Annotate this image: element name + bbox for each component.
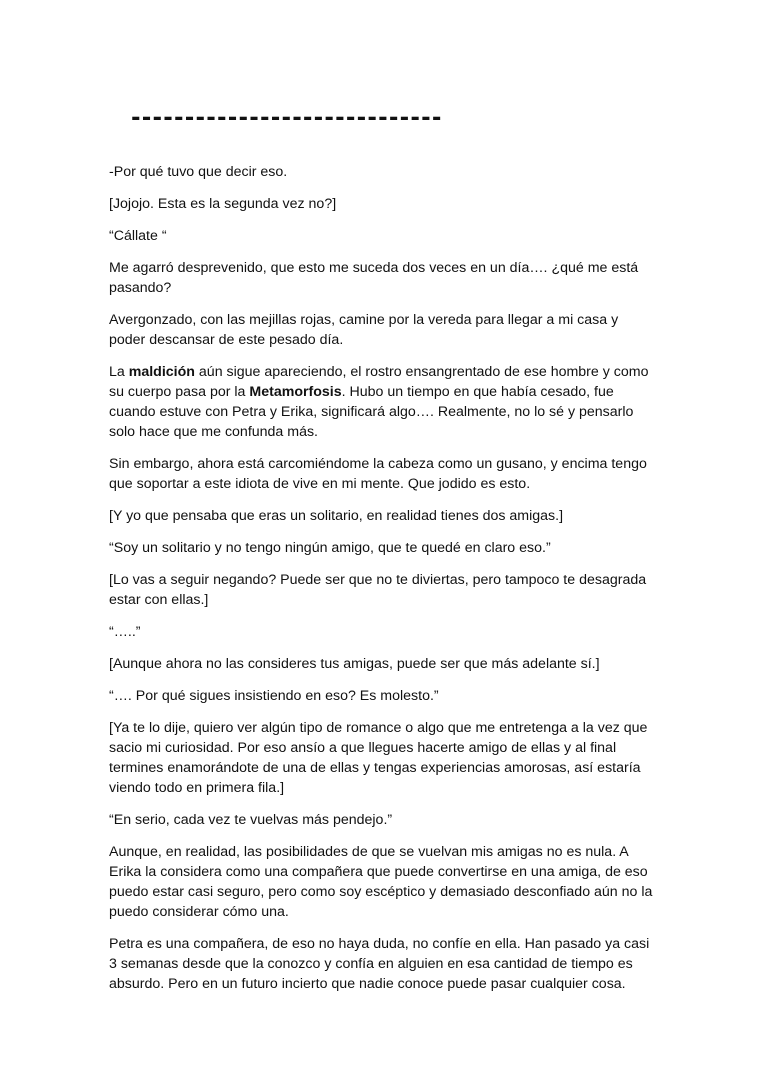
paragraph-13: “…. Por qué sigues insistiendo en eso? Es molesto.” <box>109 688 439 704</box>
paragraph-10: [Lo vas a seguir negando? Puede ser que no te diviertas, pero tampoco te desagrada estar con ellas.] <box>109 572 647 608</box>
paragraph-1: -Por qué tuvo que decir eso. <box>109 164 288 180</box>
document-body <box>109 162 657 1006</box>
paragraph-8: [Y yo que pensaba que eras un solitario, en realidad tienes dos amigas.] <box>109 508 564 524</box>
paragraph-17: Petra es una compañera, de eso no haya duda, no confíe en ella. Han pasado ya casi 3 semanas desde que la conozco y confía en alguien en esa cantidad de tiempo es absurdo. Pero en un futuro incierto que nadie conoce puede pasar cualquier cosa. <box>109 936 650 992</box>
paragraph-6 <box>109 362 657 442</box>
paragraph-9: “Soy un solitario y no tengo ningún amigo, que te quedé en claro eso.” <box>109 540 551 556</box>
paragraph-12: [Aunque ahora no las consideres tus amigas, puede ser que más adelante sí.] <box>109 656 600 672</box>
paragraph-3: “Cállate “ <box>109 228 167 244</box>
paragraph-4: Me agarró desprevenido, que esto me suceda dos veces en un día…. ¿qué me está pasando? <box>109 260 639 296</box>
paragraph-6-text-1: La <box>109 364 129 380</box>
paragraph-2: [Jojojo. Esta es la segunda vez no?] <box>109 196 337 212</box>
paragraph-11: “…..” <box>109 624 141 640</box>
paragraph-7: Sin embargo, ahora está carcomiéndome la cabeza como un gusano, y encima tengo que soportar a este idiota de vive en mi mente. Que jodido es esto. <box>109 456 647 492</box>
paragraph-14: [Ya te lo dije, quiero ver algún tipo de romance o algo que me entretenga a la vez que sacio mi curiosidad. Por eso ansío a que llegues hacerte amigo de ellas y al final termines enamorándote de una de ellas y tengas experiencias amorosas, así estaría viendo todo en primera fila.] <box>109 720 648 796</box>
bold-term-metamorfosis: Metamorfosis <box>249 384 342 400</box>
paragraph-5: Avergonzado, con las mejillas rojas, camine por la vereda para llegar a mi casa y poder descansar de este pesado día. <box>109 312 619 348</box>
paragraph-15: “En serio, cada vez te vuelvas más pendejo.” <box>109 812 393 828</box>
bold-term-maldicion: maldición <box>128 364 195 380</box>
paragraph-16: Aunque, en realidad, las posibilidades de que se vuelvan mis amigas no es nula. A Erika la considera como una compañera que puede convertirse en una amiga, de eso puedo estar casi seguro, pero como soy escéptico y demasiado desconfiado aún no la puedo considerar cómo una. <box>109 844 653 920</box>
paragraph-6-text-2: aún sigue apareciendo, el rostro ensangrentado de ese hombre y como su cuerpo pasa por la <box>109 364 649 400</box>
paragraph-6-text-3: . Hubo un tiempo en que había cesado, fue cuando estuve con Petra y Erika, significará algo…. Realmente, no lo sé y pensarlo solo hace que me confunda más. <box>109 384 634 440</box>
section-separator: ----------------------------- <box>131 105 443 131</box>
